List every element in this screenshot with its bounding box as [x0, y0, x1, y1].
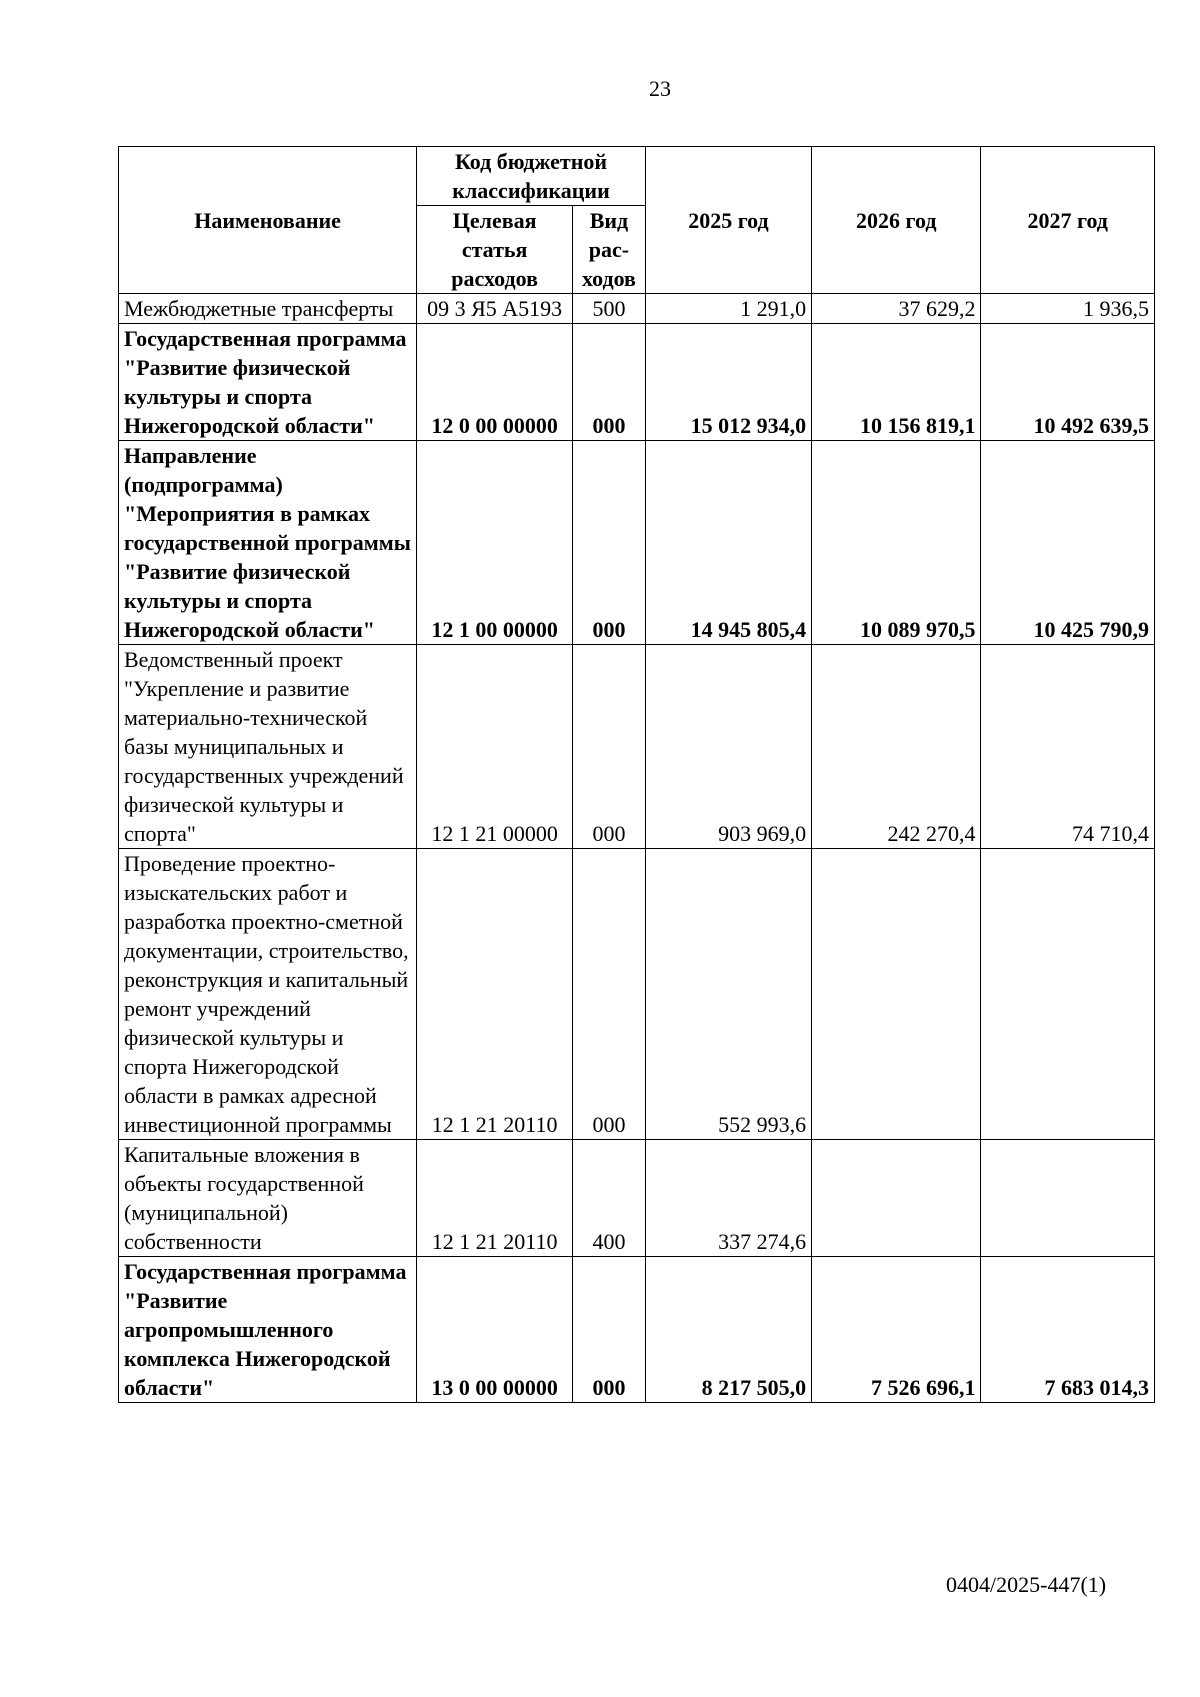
row-value-2026 [812, 849, 981, 1140]
row-target-code: 09 3 Я5 А5193 [417, 294, 573, 324]
row-value-2025: 903 969,0 [645, 645, 811, 849]
header-target-article: Целевая статья расходов [417, 206, 573, 294]
budget-table [118, 146, 1155, 1403]
row-value-2025: 15 012 934,0 [645, 324, 811, 441]
header-2027: 2027 год [981, 147, 1155, 294]
row-name: Ведомственный проект "Укрепление и развитие материально-технической базы муниципальных и государственных учреждений физической культуры и спорта" [119, 645, 417, 849]
row-name: Капитальные вложения в объекты государственной (муниципальной) собственности [119, 1140, 417, 1257]
table-row [119, 324, 1155, 441]
header-expense-type: Вид рас- ходов [573, 206, 646, 294]
row-value-2026 [812, 1140, 981, 1257]
row-expense-type: 500 [573, 294, 646, 324]
row-target-code: 12 1 00 00000 [417, 441, 573, 645]
row-value-2025: 337 274,6 [645, 1140, 811, 1257]
row-value-2026: 10 089 970,5 [812, 441, 981, 645]
table-row [119, 849, 1155, 1140]
table-row [119, 294, 1155, 324]
row-value-2025: 1 291,0 [645, 294, 811, 324]
row-expense-type: 000 [573, 645, 646, 849]
row-value-2026: 37 629,2 [812, 294, 981, 324]
row-value-2027: 1 936,5 [981, 294, 1155, 324]
row-value-2027: 74 710,4 [981, 645, 1155, 849]
row-value-2026: 7 526 696,1 [812, 1257, 981, 1403]
row-name: Государственная программа "Развитие агропромышленного комплекса Нижегородской области" [119, 1257, 417, 1403]
row-value-2025: 8 217 505,0 [645, 1257, 811, 1403]
row-value-2027 [981, 849, 1155, 1140]
row-value-2026: 242 270,4 [812, 645, 981, 849]
table-row [119, 645, 1155, 849]
table-row [119, 1140, 1155, 1257]
row-name: Межбюджетные трансферты [119, 294, 417, 324]
row-value-2025: 14 945 805,4 [645, 441, 811, 645]
row-expense-type: 400 [573, 1140, 646, 1257]
row-value-2025: 552 993,6 [645, 849, 811, 1140]
row-target-code: 12 1 21 20110 [417, 1140, 573, 1257]
row-target-code: 12 1 21 00000 [417, 645, 573, 849]
row-name: Направление (подпрограмма) "Мероприятия в рамках государственной программы "Развитие физической культуры и спорта Нижегородской области" [119, 441, 417, 645]
header-name: Наименование [119, 147, 417, 294]
page-number: 23 [649, 76, 671, 101]
row-target-code: 12 1 21 20110 [417, 849, 573, 1140]
row-value-2027 [981, 1140, 1155, 1257]
row-value-2027: 7 683 014,3 [981, 1257, 1155, 1403]
row-name: Государственная программа "Развитие физической культуры и спорта Нижегородской области" [119, 324, 417, 441]
row-value-2026: 10 156 819,1 [812, 324, 981, 441]
header-2026: 2026 год [812, 147, 981, 294]
header-2025: 2025 год [645, 147, 811, 294]
header-code-group: Код бюджетной классификации [417, 147, 646, 206]
row-expense-type: 000 [573, 1257, 646, 1403]
row-expense-type: 000 [573, 324, 646, 441]
row-value-2027: 10 425 790,9 [981, 441, 1155, 645]
row-target-code: 12 0 00 00000 [417, 324, 573, 441]
row-target-code: 13 0 00 00000 [417, 1257, 573, 1403]
row-expense-type: 000 [573, 441, 646, 645]
table-row [119, 441, 1155, 645]
row-value-2027: 10 492 639,5 [981, 324, 1155, 441]
document-code: 0404/2025-447(1) [946, 1572, 1107, 1597]
row-name: Проведение проектно-изыскательских работ и разработка проектно-сметной документации, строительство, реконструкция и капитальный ремонт учреждений физической культуры и спорта Нижегородской области в рамках адресной инвестиционной программы [119, 849, 417, 1140]
table-row [119, 1257, 1155, 1403]
row-expense-type: 000 [573, 849, 646, 1140]
